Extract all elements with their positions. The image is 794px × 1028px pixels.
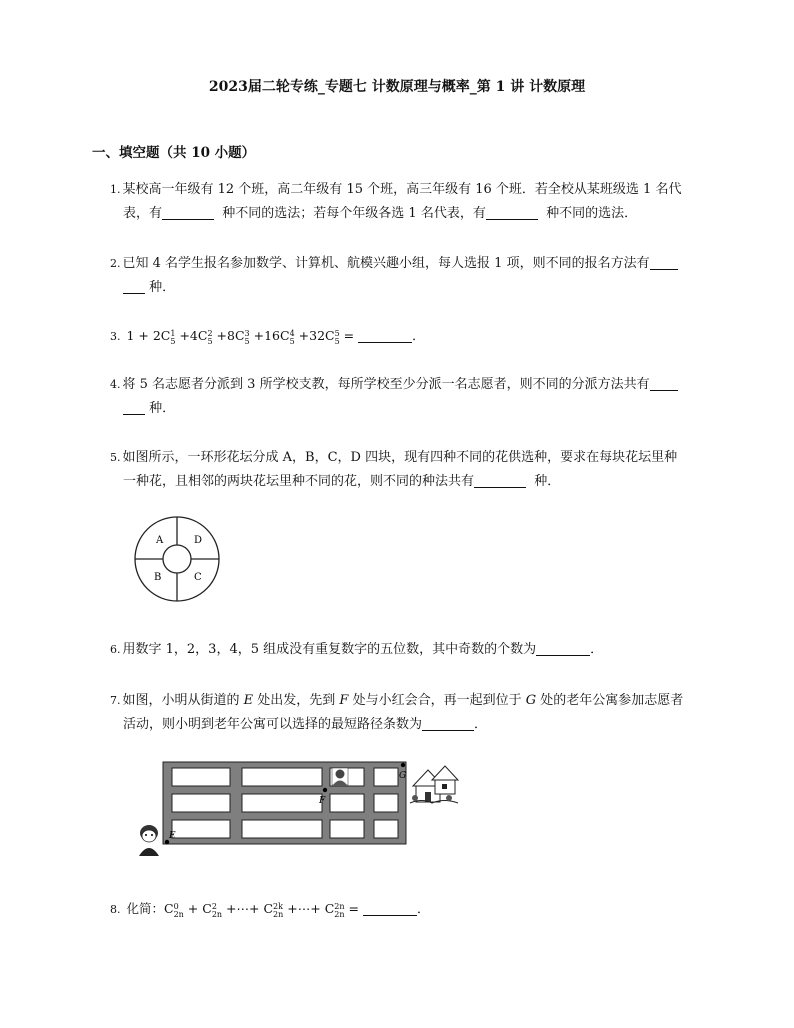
question-text: 种不同的选法；若每个年级各选 1 名代表，有 — [222, 206, 486, 221]
region-label-b: B — [154, 572, 162, 583]
subscript: 2n — [173, 910, 184, 919]
question-8 — [110, 897, 730, 922]
question-text: 已知 4 名学生报名参加数学、计算机、航模兴趣小组，每人选报 1 项，则不同的报名方法有 — [122, 256, 650, 271]
city-block — [374, 820, 398, 838]
answer-blank[interactable] — [358, 328, 412, 343]
subscript: 5 — [207, 337, 213, 346]
city-block — [242, 794, 322, 812]
question-1 — [110, 178, 730, 226]
math-term: = — [343, 328, 359, 343]
question-text: 处出发，先到 — [253, 693, 340, 708]
point-f-marker — [323, 788, 327, 792]
question-text: 活动，则小明到老年公寓可以选择的最短路径条数为 — [123, 717, 423, 732]
question-text: 如图所示，一环形花坛分成 A，B，C，D 四块，现有四种不同的花供选种，要求在每块花坛里种 — [122, 450, 678, 465]
question-number: 8. — [110, 903, 121, 916]
xiaoming-figure-icon — [139, 825, 159, 856]
question-2 — [110, 252, 730, 300]
city-block — [172, 820, 230, 838]
region-label-a: A — [156, 535, 164, 546]
subscript: 2n — [211, 910, 223, 919]
street-map-diagram — [132, 756, 462, 858]
section-heading: 一、填空题（共 10 小题） — [92, 145, 256, 161]
point-e-label: E — [169, 831, 176, 841]
question-4 — [110, 373, 730, 421]
question-number: 2. — [110, 257, 121, 270]
subscript: 5 — [244, 337, 250, 346]
question-text: ． — [590, 642, 604, 657]
elderly-home-house-icon — [410, 766, 458, 803]
inner-circle — [163, 545, 191, 573]
superscript: 2 — [211, 902, 217, 911]
question-number: 3. — [110, 330, 121, 343]
question-3 — [110, 324, 730, 349]
city-block — [242, 820, 322, 838]
ring-flowerbed-diagram — [130, 512, 226, 608]
point-label: G — [525, 693, 537, 708]
superscript: 2k — [273, 902, 283, 911]
city-block — [172, 768, 230, 786]
superscript: 2n — [334, 902, 345, 911]
superscript: 1 — [170, 329, 176, 338]
city-block — [374, 794, 398, 812]
superscript: 3 — [244, 329, 250, 338]
page-title: 2023届二轮专练_专题七 计数原理与概率_第 1 讲 计数原理 — [208, 79, 586, 95]
superscript: 0 — [173, 902, 179, 911]
question-text: ． — [474, 717, 488, 732]
point-label: F — [339, 693, 349, 708]
region-label-c: C — [194, 572, 202, 583]
city-block — [374, 768, 398, 786]
answer-blank[interactable] — [474, 473, 526, 488]
answer-blank[interactable] — [536, 641, 590, 656]
question-7 — [110, 689, 730, 737]
region-label-d: D — [194, 535, 203, 546]
answer-blank[interactable] — [162, 205, 214, 220]
answer-blank[interactable] — [422, 716, 474, 731]
question-number: 4. — [110, 378, 121, 391]
math-term: +⋯+ C — [226, 901, 274, 916]
math-term: 1 + 2C — [126, 328, 171, 343]
math-term: +4C — [179, 328, 208, 343]
answer-blank[interactable] — [123, 400, 145, 415]
subscript: 5 — [289, 337, 295, 346]
math-term: +8C — [216, 328, 245, 343]
question-text: 处与小红会合，再一起到位于 — [348, 693, 526, 708]
question-text: 种不同的选法． — [546, 206, 638, 221]
answer-blank[interactable] — [363, 901, 417, 916]
answer-blank[interactable] — [650, 376, 678, 391]
math-term: ． — [412, 328, 425, 343]
question-number: 5. — [110, 451, 121, 464]
subscript: 5 — [170, 337, 176, 346]
point-f-label: F — [319, 796, 326, 806]
math-term: +16C — [253, 328, 290, 343]
question-text: 表，有 — [123, 206, 163, 221]
city-block — [330, 820, 364, 838]
math-term: 化简：C — [126, 901, 174, 916]
superscript: 4 — [289, 329, 295, 338]
subscript: 5 — [334, 337, 340, 346]
city-block — [172, 794, 230, 812]
question-text: 将 5 名志愿者分派到 3 所学校支教，每所学校至少分派一名志愿者，则不同的分派方法共有 — [122, 377, 650, 392]
question-text: 一种花，且相邻的两块花坛里种不同的花，则不同的种法共有 — [123, 474, 475, 489]
city-block — [330, 794, 364, 812]
question-5 — [110, 446, 730, 494]
question-number: 1. — [110, 183, 121, 196]
superscript: 5 — [334, 329, 340, 338]
city-block — [242, 768, 322, 786]
point-g-marker — [401, 763, 405, 767]
answer-blank[interactable] — [123, 279, 145, 294]
question-text: 处的老年公寓参加志愿者 — [536, 693, 684, 708]
question-number: 6. — [110, 643, 121, 656]
math-term: ． — [416, 901, 430, 916]
superscript: 2 — [207, 329, 213, 338]
math-term: +32C — [298, 328, 335, 343]
answer-blank[interactable] — [486, 205, 538, 220]
question-text: 某校高一年级有 12 个班，高二年级有 15 个班，高三年级有 16 个班．若全校从某班级选 1 名代 — [122, 182, 682, 197]
point-g-label: G — [399, 771, 407, 781]
question-6 — [110, 638, 730, 662]
question-text: 如图，小明从街道的 — [122, 693, 244, 708]
math-term: +⋯+ C — [287, 901, 335, 916]
xiaohong-figure-icon — [332, 768, 348, 785]
question-text: 种． — [149, 280, 176, 295]
subscript: 2n — [273, 910, 284, 919]
subscript: 2n — [334, 910, 345, 919]
math-term: = — [348, 901, 363, 916]
question-text: 种． — [149, 401, 176, 416]
question-text: 用数字 1，2，3，4，5 组成没有重复数字的五位数，其中奇数的个数为 — [122, 642, 537, 657]
answer-blank[interactable] — [650, 255, 678, 270]
question-text: 种． — [534, 474, 561, 489]
point-label: E — [243, 693, 254, 708]
math-term: + C — [187, 901, 212, 916]
question-number: 7. — [110, 694, 121, 707]
